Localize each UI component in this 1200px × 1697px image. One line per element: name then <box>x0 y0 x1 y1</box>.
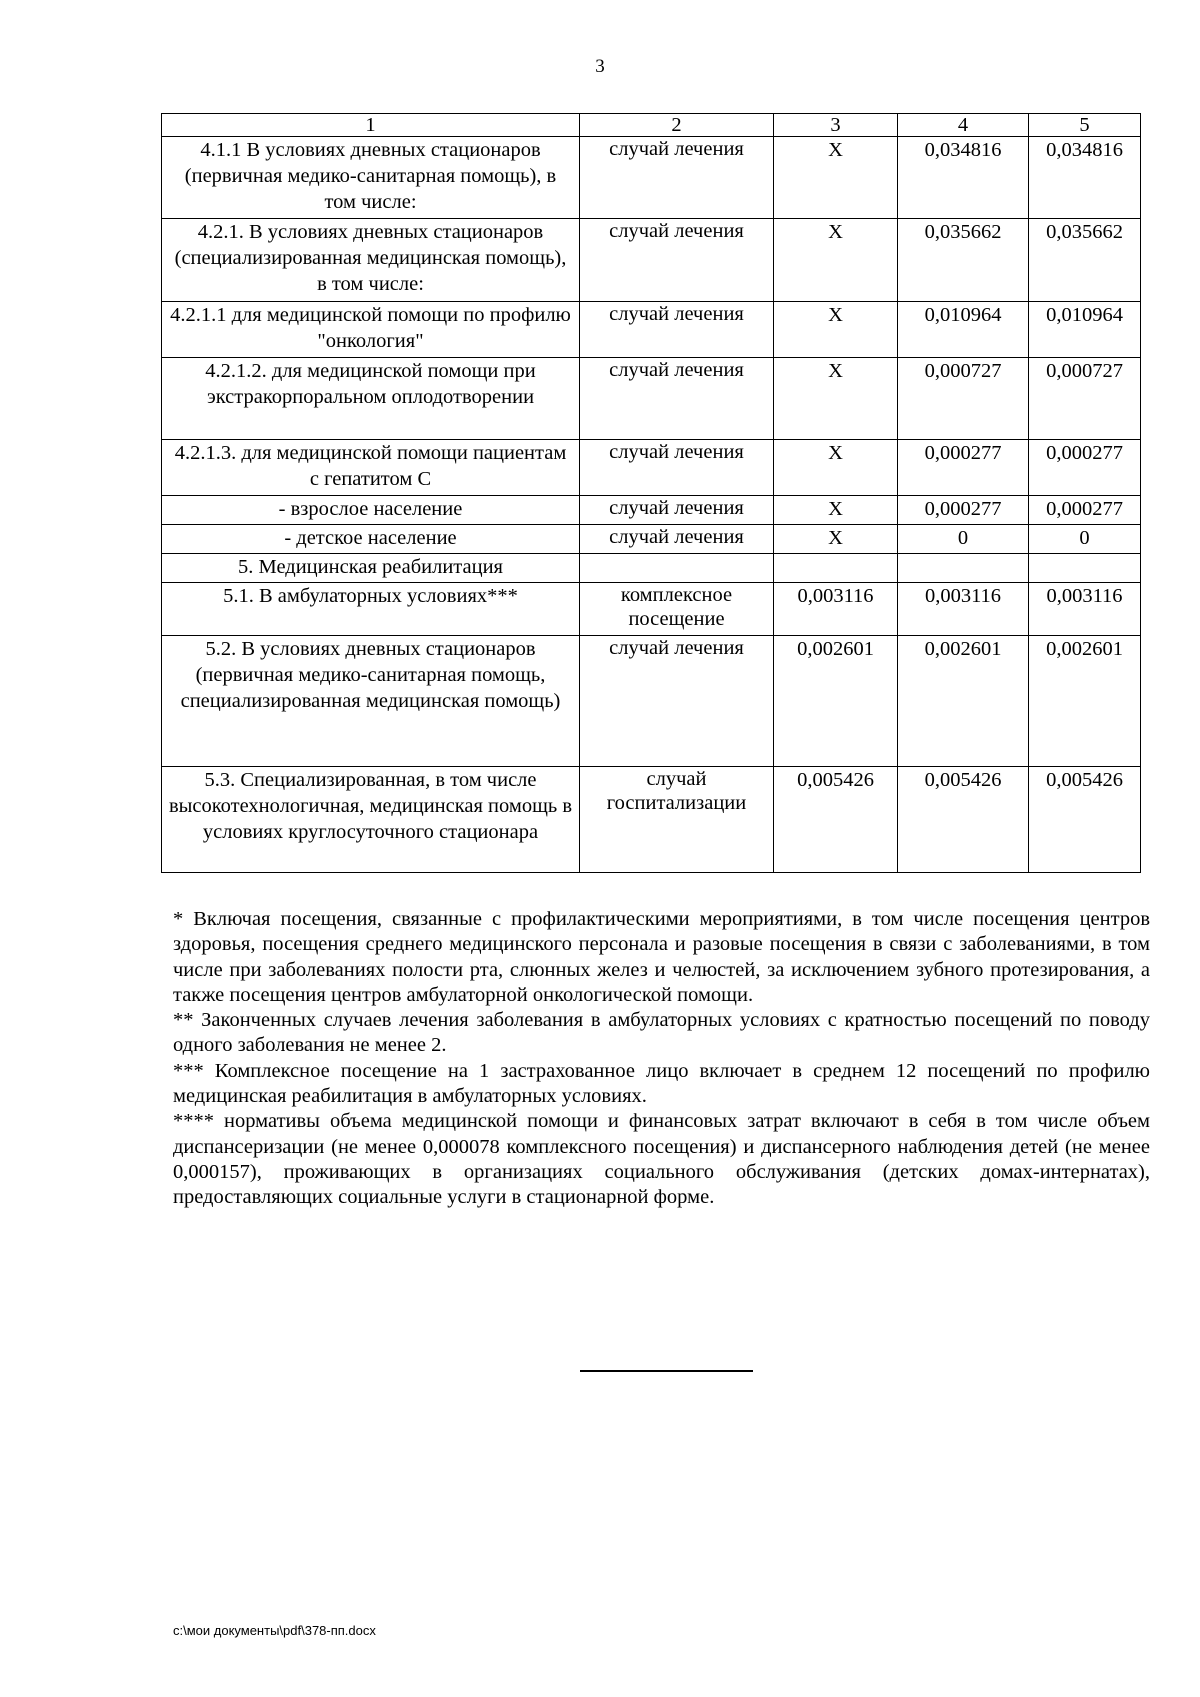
table-cell: 5.2. В условиях дневных стационаров (первичная медико-санитарная помощь, специализированная медицинская помощь) <box>162 636 580 767</box>
table-cell: 0 <box>898 525 1029 554</box>
column-header: 3 <box>774 114 898 137</box>
table-cell: 0,034816 <box>1029 137 1141 219</box>
table-cell <box>1029 554 1141 583</box>
footnotes <box>173 907 1150 1211</box>
table-cell: 0,000727 <box>898 358 1029 440</box>
table-cell: 0,005426 <box>1029 767 1141 873</box>
table-cell: 0,003116 <box>1029 583 1141 636</box>
table-row <box>162 302 1141 358</box>
column-header: 5 <box>1029 114 1141 137</box>
table-cell: 0,034816 <box>898 137 1029 219</box>
table-cell: 4.1.1 В условиях дневных стационаров (первичная медико-санитарная помощь), в том числе: <box>162 137 580 219</box>
table-cell: случай лечения <box>580 302 774 358</box>
table-cell: случай госпитализации <box>580 767 774 873</box>
table-cell: 0,003116 <box>898 583 1029 636</box>
footnote: * Включая посещения, связанные с профилактическими мероприятиями, в том числе посещения центров здоровья, посещения среднего медицинского персонала и разовые посещения в связи с заболеваниями, в том числе при заболеваниях полости рта, слюнных желез и челюстей, за исключением зубного протезирования, а также посещения центров амбулаторной онкологической помощи. <box>173 908 1150 1006</box>
table-cell: 0 <box>1029 525 1141 554</box>
table-cell: Х <box>774 358 898 440</box>
table-row <box>162 137 1141 219</box>
table-cell: Х <box>774 496 898 525</box>
table-row <box>162 440 1141 496</box>
table-cell: 0,000277 <box>898 440 1029 496</box>
table-row <box>162 767 1141 873</box>
table-row <box>162 525 1141 554</box>
table-row <box>162 554 1141 583</box>
table-cell: комплексное посещение <box>580 583 774 636</box>
column-header: 2 <box>580 114 774 137</box>
table-cell: 0,035662 <box>898 219 1029 302</box>
file-path: c:\мои документы\pdf\378-пп.docx <box>173 1623 376 1638</box>
table-cell <box>774 554 898 583</box>
table-cell: 0,000727 <box>1029 358 1141 440</box>
table-cell: случай лечения <box>580 137 774 219</box>
table-cell: 0,010964 <box>898 302 1029 358</box>
table-cell: 0,000277 <box>1029 496 1141 525</box>
page-number: 3 <box>595 56 605 77</box>
table-cell: Х <box>774 525 898 554</box>
table-cell: 0,005426 <box>898 767 1029 873</box>
table-cell: Х <box>774 440 898 496</box>
table-cell: 5. Медицинская реабилитация <box>162 554 580 583</box>
table-cell: 4.2.1.1 для медицинской помощи по профилю "онкология" <box>162 302 580 358</box>
footnote: *** Комплексное посещение на 1 застрахованное лицо включает в среднем 12 посещений по профилю медицинская реабилитация в амбулаторных условиях. <box>173 1059 1150 1108</box>
footnote: **** нормативы объема медицинской помощи и финансовых затрат включают в себя в том числе объем диспансеризации (не менее 0,000078 комплексного посещения) и диспансерного наблюдения детей (не менее 0,000157), проживающих в организациях социального обслуживания (детских домах-интернатах), предоставляющих социальные услуги в стационарной форме. <box>173 1110 1150 1209</box>
table-row <box>162 358 1141 440</box>
table-cell: 0,005426 <box>774 767 898 873</box>
table-cell: 4.2.1. В условиях дневных стационаров (специализированная медицинская помощь), в том числе: <box>162 219 580 302</box>
table-cell: случай лечения <box>580 525 774 554</box>
table-cell: 0,002601 <box>1029 636 1141 767</box>
table-cell: 0,000277 <box>898 496 1029 525</box>
column-header: 1 <box>162 114 580 137</box>
footnote: ** Законченных случаев лечения заболевания в амбулаторных условиях с кратностью посещений по поводу одного заболевания не менее 2. <box>173 1009 1150 1057</box>
table-cell: 0,003116 <box>774 583 898 636</box>
table-cell: - взрослое население <box>162 496 580 525</box>
table-header-row <box>162 114 1141 137</box>
table-cell: 0,000277 <box>1029 440 1141 496</box>
table-cell: случай лечения <box>580 358 774 440</box>
table-cell: 4.2.1.2. для медицинской помощи при экстракорпоральном оплодотворении <box>162 358 580 440</box>
table-cell: Х <box>774 219 898 302</box>
norms-table <box>161 113 1141 873</box>
table-row <box>162 496 1141 525</box>
table-row <box>162 219 1141 302</box>
table-cell: 0,002601 <box>774 636 898 767</box>
table-cell: случай лечения <box>580 440 774 496</box>
table-row <box>162 583 1141 636</box>
table-cell: 4.2.1.3. для медицинской помощи пациентам с гепатитом С <box>162 440 580 496</box>
table-cell: 0,010964 <box>1029 302 1141 358</box>
table-cell: 0,035662 <box>1029 219 1141 302</box>
table-row <box>162 636 1141 767</box>
table-cell: случай лечения <box>580 219 774 302</box>
separator-line <box>580 1370 753 1372</box>
table-cell: 5.3. Специализированная, в том числе высокотехнологичная, медицинская помощь в условиях круглосуточного стационара <box>162 767 580 873</box>
table-cell <box>580 554 774 583</box>
table-cell: 0,002601 <box>898 636 1029 767</box>
table-cell: случай лечения <box>580 496 774 525</box>
table-cell: - детское население <box>162 525 580 554</box>
table-cell: случай лечения <box>580 636 774 767</box>
table-cell: Х <box>774 137 898 219</box>
table-cell <box>898 554 1029 583</box>
table-cell: 5.1. В амбулаторных условиях*** <box>162 583 580 636</box>
column-header: 4 <box>898 114 1029 137</box>
table-cell: Х <box>774 302 898 358</box>
